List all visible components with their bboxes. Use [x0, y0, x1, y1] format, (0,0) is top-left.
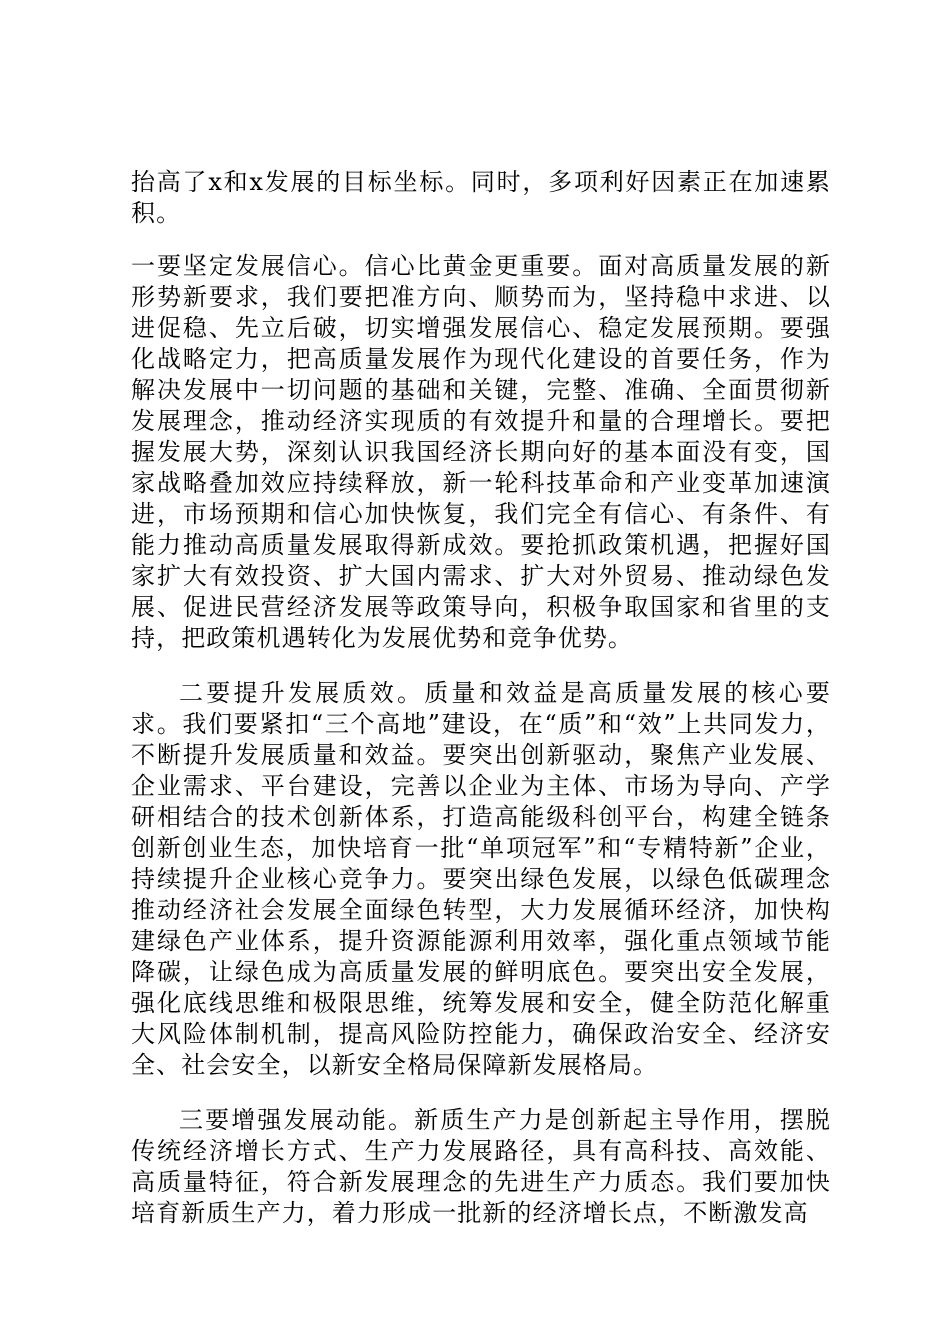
document-body	[131, 167, 831, 1229]
paragraph-confidence: 一要坚定发展信心。信心比黄金更重要。面对高质量发展的新形势新要求，我们要把准方向、顺势而为，坚持稳中求进、以进促稳、先立后破，切实增强发展信心、稳定发展预期。要强化战略定力，把高质量发展作为现代化建设的首要任务，作为解决发展中一切问题的基础和关键，完整、准确、全面贯彻新发展理念，推动经济实现质的有效提升和量的合理增长。要把握发展大势，深刻认识我国经济长期向好的基本面没有变，国家战略叠加效应持续释放，新一轮科技革命和产业变革加速演进，市场预期和信心加快恢复，我们完全有信心、有条件、有能力推动高质量发展取得新成效。要抢抓政策机遇，把握好国家扩大有效投资、扩大国内需求、扩大对外贸易、推动绿色发展、促进民营经济发展等政策导向，积极争取国家和省里的支持，把政策机遇转化为发展优势和竞争优势。	[131, 252, 831, 652]
paragraph-quality: 二要提升发展质效。质量和效益是高质量发展的核心要求。我们要紧扣“三个高地”建设，在“质”和“效”上共同发力，不断提升发展质量和效益。要突出创新驱动，聚焦产业发展、企业需求、平台建设，完善以企业为主体、市场为导向、产学研相结合的技术创新体系，打造高能级科创平台，构建全链条创新创业生态，加快培育一批“单项冠军”和“专精特新”企业，持续提升企业核心竞争力。要突出绿色发展，以绿色低碳理念推动经济社会发展全面绿色转型，大力发展循环经济，加快构建绿色产业体系，提升资源能源利用效率，强化重点领域节能降碳，让绿色成为高质量发展的鲜明底色。要突出安全发展，强化底线思维和极限思维，统筹发展和安全，健全防范化解重大风险体制机制，提高风险防控能力，确保政治安全、经济安全、社会安全，以新安全格局保障新发展格局。	[131, 679, 831, 1079]
paragraph-continuation: 抬高了x和x发展的目标坐标。同时，多项利好因素正在加速累积。	[131, 168, 831, 227]
paragraph-momentum: 三要增强发展动能。新质生产力是创新起主导作用，摆脱传统经济增长方式、生产力发展路径，具有高科技、高效能、高质量特征，符合新发展理念的先进生产力质态。我们要加快培育新质生产力，着力形成一批新的经济增长点，不断激发高	[131, 1106, 831, 1227]
